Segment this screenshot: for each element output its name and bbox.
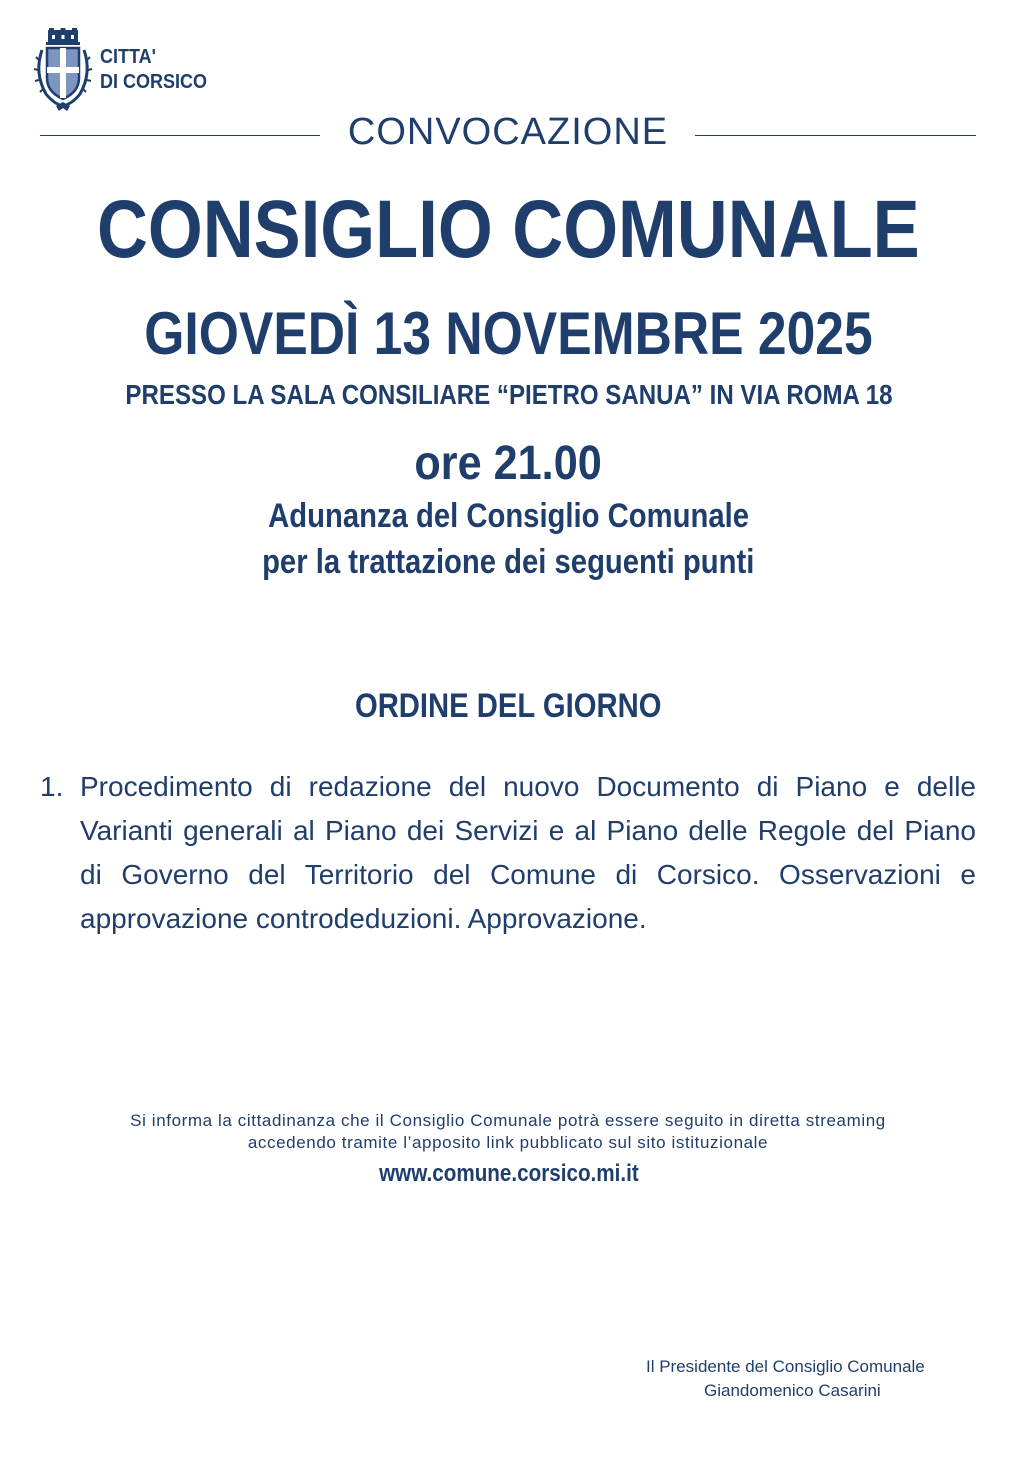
website-link[interactable] bbox=[0, 1158, 1017, 1190]
agenda-item-text: Procedimento di redazione del nuovo Documento di Piano e delle Varianti generali al Piano dei Servizi e al Piano delle Regole del Piano di Governo del Territorio del Comune di Corsico. Osservazioni e approvazione controdeduzioni. Approvazione. bbox=[80, 771, 976, 934]
meeting-place bbox=[0, 375, 1017, 415]
signature-name: Giandomenico Casarini bbox=[704, 1381, 881, 1400]
website-link-text[interactable]: www.comune.corsico.mi.it bbox=[378, 1160, 639, 1187]
subtitle-line2 bbox=[0, 540, 1017, 584]
page-title-text: CONSIGLIO COMUNALE bbox=[97, 184, 920, 275]
page-title bbox=[0, 180, 1017, 280]
meeting-place-text: PRESSO LA SALA CONSILIARE “PIETRO SANUA” IN VIA ROMA 18 bbox=[124, 379, 893, 410]
city-name bbox=[100, 45, 207, 95]
city-logo bbox=[32, 28, 232, 113]
meeting-time-text: ore 21.00 bbox=[414, 437, 603, 490]
agenda-heading-text: ORDINE DEL GIORNO bbox=[355, 687, 662, 725]
meeting-date bbox=[0, 298, 1017, 370]
signature-role: Il Presidente del Consiglio Comunale bbox=[646, 1357, 925, 1376]
meeting-time bbox=[0, 436, 1017, 492]
agenda-item-number: 1. bbox=[40, 771, 64, 802]
agenda-heading bbox=[0, 683, 1017, 729]
subtitle-line1-text: Adunanza del Consiglio Comunale bbox=[268, 497, 749, 535]
city-name-line1: CITTA' bbox=[100, 46, 156, 68]
city-name-line2: DI CORSICO bbox=[100, 71, 208, 93]
city-crest-icon bbox=[32, 28, 94, 112]
streaming-info-line1: Si informa la cittadinanza che il Consiglio Comunale potrà essere seguito in diretta streaming bbox=[130, 1111, 886, 1130]
subtitle-line2-text: per la trattazione dei seguenti punti bbox=[262, 543, 755, 581]
convocation-header bbox=[40, 110, 976, 154]
meeting-date-text: GIOVEDÌ 13 NOVEMBRE 2025 bbox=[144, 300, 873, 367]
streaming-info-line2: accedendo tramite l’apposito link pubblicato sul sito istituzionale bbox=[247, 1133, 769, 1152]
convocation-label: CONVOCAZIONE bbox=[347, 111, 669, 153]
subtitle-line1 bbox=[0, 494, 1017, 538]
